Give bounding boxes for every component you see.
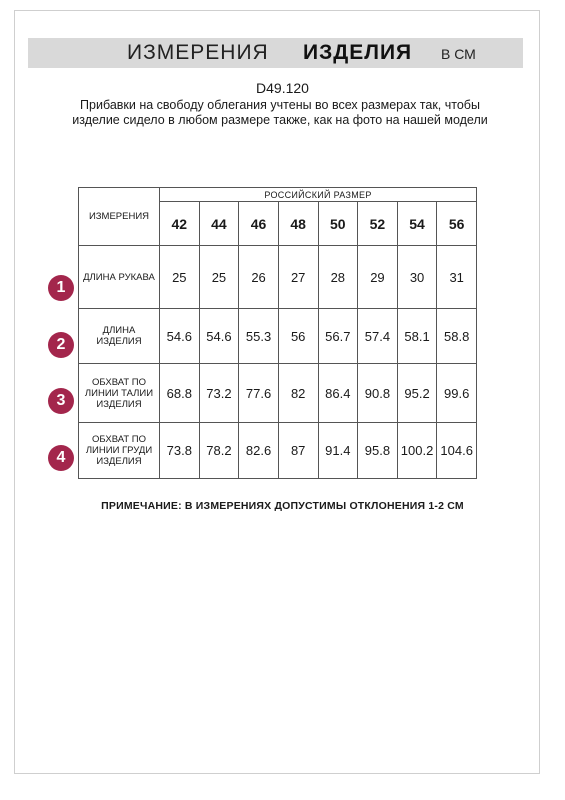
table-cell: 100.2	[397, 423, 437, 479]
table-cell: 90.8	[358, 364, 398, 423]
table-cell: 58.1	[397, 309, 437, 364]
table-cell: 77.6	[239, 364, 279, 423]
row-label: ДЛИНА РУКАВА	[79, 246, 160, 309]
table-cell: 56.7	[318, 309, 358, 364]
table-cell: 25	[199, 246, 239, 309]
table-cell: 99.6	[437, 364, 477, 423]
row-label: ДЛИНА ИЗДЕЛИЯ	[79, 309, 160, 364]
table-cell: 28	[318, 246, 358, 309]
table-cell: 95.8	[358, 423, 398, 479]
row-number-badge: 3	[48, 388, 74, 414]
table-row	[79, 309, 477, 364]
table-cell: 82	[278, 364, 318, 423]
table-cell: 26	[239, 246, 279, 309]
size-header: 56	[437, 202, 477, 246]
table-cell: 56	[278, 309, 318, 364]
table-cell: 95.2	[397, 364, 437, 423]
table-cell: 73.2	[199, 364, 239, 423]
row-label: ОБХВАТ ПО ЛИНИИ ГРУДИ ИЗДЕЛИЯ	[79, 423, 160, 479]
table-cell: 55.3	[239, 309, 279, 364]
title-unit: В СМ	[441, 46, 476, 62]
size-header: 42	[160, 202, 200, 246]
size-header: 50	[318, 202, 358, 246]
size-caption: РОССИЙСКИЙ РАЗМЕР	[160, 188, 477, 202]
table-cell: 54.6	[160, 309, 200, 364]
size-header: 54	[397, 202, 437, 246]
table-cell: 91.4	[318, 423, 358, 479]
table-cell: 78.2	[199, 423, 239, 479]
title-measurements: ИЗМЕРЕНИЯ	[127, 41, 269, 64]
table-cell: 86.4	[318, 364, 358, 423]
row-number-badge: 2	[48, 332, 74, 358]
intro-text: Прибавки на свободу облегания учтены во всех размерах так, чтобы изделие сидело в любом размере также, как на фото на нашей модели	[72, 98, 488, 127]
size-header: 44	[199, 202, 239, 246]
table-cell: 73.8	[160, 423, 200, 479]
size-header: 48	[278, 202, 318, 246]
size-table	[78, 187, 477, 479]
table-cell: 104.6	[437, 423, 477, 479]
table-row	[79, 246, 477, 309]
table-cell: 54.6	[199, 309, 239, 364]
row-label: ОБХВАТ ПО ЛИНИИ ТАЛИИ ИЗДЕЛИЯ	[79, 364, 160, 423]
table-cell: 87	[278, 423, 318, 479]
tolerance-note: ПРИМЕЧАНИЕ: В ИЗМЕРЕНИЯХ ДОПУСТИМЫ ОТКЛОНЕНИЯ 1-2 СМ	[101, 500, 464, 512]
row-number-badge: 1	[48, 275, 74, 301]
table-cell: 29	[358, 246, 398, 309]
table-cell: 58.8	[437, 309, 477, 364]
title-garment: ИЗДЕЛИЯ	[303, 41, 413, 64]
table-cell: 82.6	[239, 423, 279, 479]
corner-label: ИЗМЕРЕНИЯ	[79, 188, 160, 246]
table-cell: 25	[160, 246, 200, 309]
table-cell: 31	[437, 246, 477, 309]
product-code: D49.120	[256, 80, 309, 96]
table-cell: 68.8	[160, 364, 200, 423]
table-row	[79, 364, 477, 423]
size-header: 52	[358, 202, 398, 246]
table-row	[79, 423, 477, 479]
table-cell: 27	[278, 246, 318, 309]
table-cell: 30	[397, 246, 437, 309]
table-cell: 57.4	[358, 309, 398, 364]
row-number-badge: 4	[48, 445, 74, 471]
size-header: 46	[239, 202, 279, 246]
